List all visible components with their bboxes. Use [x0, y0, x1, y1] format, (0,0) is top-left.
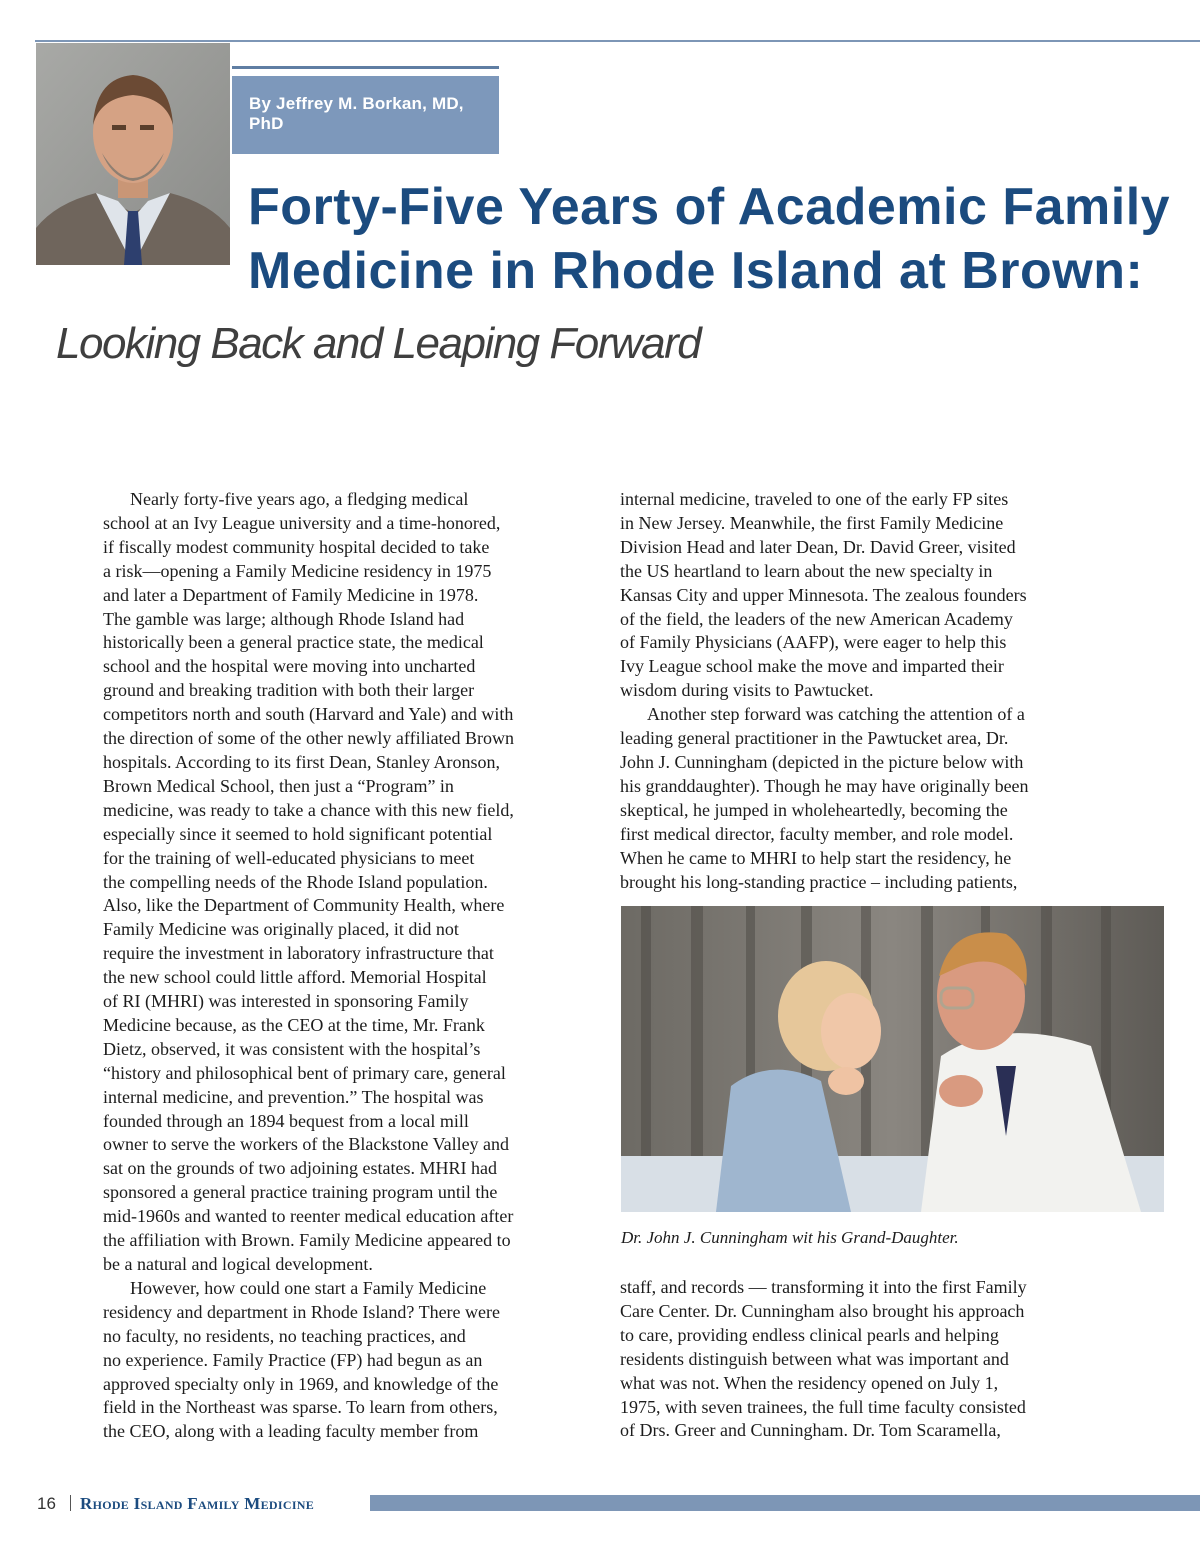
text-line: be a natural and logical development.: [103, 1254, 373, 1274]
text-line: mid-1960s and wanted to reenter medical education after: [103, 1206, 514, 1227]
text-line: founded through an 1894 bequest from a local mill: [103, 1110, 469, 1131]
text-line: 1975, with seven trainees, the full time faculty consisted: [620, 1396, 1026, 1417]
byline: [232, 76, 499, 154]
author-photo: [36, 43, 230, 265]
text-line: school and the hospital were moving into uncharted: [103, 656, 476, 677]
right-column-bottom: [620, 1276, 1120, 1443]
title-line-2: Medicine in Rhode Island at Brown:: [248, 242, 1144, 300]
text-line: no experience. Family Practice (FP) had begun as an: [103, 1349, 483, 1370]
text-line: if fiscally modest community hospital decided to take: [103, 536, 490, 557]
text-line: When he came to MHRI to help start the residency, he: [620, 847, 1012, 868]
text-line: the US heartland to learn about the new specialty in: [620, 560, 993, 581]
text-line: in New Jersey. Meanwhile, the first Family Medicine: [620, 512, 1004, 533]
text-line: no faculty, no residents, no teaching practices, and: [103, 1325, 466, 1346]
text-line: hospitals. According to its first Dean, Stanley Aronson,: [103, 751, 500, 772]
photo-caption: Dr. John J. Cunningham wit his Grand-Daughter.: [621, 1228, 959, 1247]
text-line: leading general practitioner in the Pawtucket area, Dr.: [620, 728, 1009, 749]
text-line: approved specialty only in 1969, and knowledge of the: [103, 1373, 499, 1394]
text-line: what was not. When the residency opened on July 1,: [620, 1372, 999, 1393]
article-title: [248, 175, 1188, 303]
text-line: Nearly forty-five years ago, a fledging medical: [130, 489, 469, 509]
text-line: skeptical, he jumped in wholeheartedly, becoming the: [620, 799, 1008, 820]
text-line: Ivy League school make the move and imparted their: [620, 656, 1004, 677]
text-line: medicine, was ready to take a chance with this new field,: [103, 799, 514, 820]
text-line: Kansas City and upper Minnesota. The zealous founders: [620, 584, 1027, 605]
left-column: [103, 488, 603, 1444]
text-line: However, how could one start a Family Medicine: [130, 1277, 487, 1298]
text-line: internal medicine, traveled to one of the early FP sites: [620, 489, 1009, 509]
footer-bar: [370, 1495, 1200, 1511]
article-subtitle: Looking Back and Leaping Forward: [56, 319, 701, 368]
text-line: Also, like the Department of Community Health, where: [103, 895, 505, 916]
journal-name: Rhode Island Family Medicine: [80, 1494, 315, 1513]
cunningham-photo: [621, 906, 1164, 1212]
text-line: wisdom during visits to Pawtucket.: [620, 680, 874, 701]
text-line: competitors north and south (Harvard and Yale) and with: [103, 704, 514, 725]
text-line: the compelling needs of the Rhode Island population.: [103, 871, 488, 892]
text-line: Division Head and later Dean, Dr. David Greer, visited: [620, 536, 1016, 557]
text-line: Family Medicine was originally placed, it did not: [103, 919, 459, 940]
byline-text: By Jeffrey M. Borkan, MD, PhD: [249, 94, 464, 133]
text-line: ground and breaking tradition with both their larger: [103, 680, 475, 701]
text-line: Care Center. Dr. Cunningham also brought his approach: [620, 1300, 1025, 1321]
text-line: especially since it seemed to hold significant potential: [103, 823, 493, 844]
text-line: first medical director, faculty member, and role model.: [620, 823, 1014, 844]
byline-rule: [232, 66, 499, 69]
text-line: sponsored a general practice training program until the: [103, 1182, 498, 1203]
text-line: his granddaughter). Though he may have originally been: [620, 775, 1029, 796]
text-line: historically been a general practice state, the medical: [103, 632, 484, 653]
text-line: The gamble was large; although Rhode Island had: [103, 608, 465, 629]
footer-divider: [70, 1495, 71, 1511]
top-rule: [35, 40, 1200, 42]
text-line: “history and philosophical bent of primary care, general: [103, 1062, 506, 1083]
text-line: the CEO, along with a leading faculty member from: [103, 1421, 479, 1442]
text-line: of the field, the leaders of the new American Academy: [620, 608, 1013, 629]
text-line: staff, and records — transforming it into the first Family: [620, 1277, 1027, 1297]
text-line: for the training of well-educated physicians to meet: [103, 847, 475, 868]
text-line: residents distinguish between what was important and: [620, 1348, 1009, 1369]
text-line: a risk—opening a Family Medicine residency in 1975: [103, 560, 492, 581]
text-line: require the investment in laboratory infrastructure that: [103, 943, 494, 964]
text-line: John J. Cunningham (depicted in the picture below with: [620, 751, 1024, 772]
title-line-1: Forty-Five Years of Academic Family: [248, 178, 1171, 236]
text-line: the new school could little afford. Memorial Hospital: [103, 967, 487, 988]
text-line: owner to serve the workers of the Blackstone Valley and: [103, 1134, 510, 1155]
page-number: 16: [37, 1494, 56, 1513]
text-line: internal medicine, and prevention.” The hospital was: [103, 1086, 484, 1107]
text-line: school at an Ivy League university and a time-honored,: [103, 512, 501, 533]
text-line: the direction of some of the other newly affiliated Brown: [103, 728, 515, 749]
text-line: and later a Department of Family Medicine in 1978.: [103, 584, 479, 605]
text-line: to care, providing endless clinical pearls and helping: [620, 1324, 999, 1345]
text-line: Brown Medical School, then just a “Program” in: [103, 775, 454, 796]
text-line: residency and department in Rhode Island? There were: [103, 1301, 501, 1322]
text-line: of RI (MHRI) was interested in sponsoring Family: [103, 991, 469, 1012]
text-line: of Family Physicians (AAFP), were eager to help this: [620, 632, 1007, 653]
text-line: Dietz, observed, it was consistent with the hospital’s: [103, 1038, 481, 1059]
text-line: field in the Northeast was sparse. To learn from others,: [103, 1397, 498, 1418]
right-column-top: [620, 488, 1120, 894]
text-line: the affiliation with Brown. Family Medicine appeared to: [103, 1230, 511, 1251]
text-line: brought his long-standing practice – including patients,: [620, 871, 1018, 892]
text-line: of Drs. Greer and Cunningham. Dr. Tom Scaramella,: [620, 1420, 1001, 1441]
text-line: Another step forward was catching the attention of a: [647, 704, 1025, 725]
text-line: Medicine because, as the CEO at the time, Mr. Frank: [103, 1014, 485, 1035]
text-line: sat on the grounds of two adjoining estates. MHRI had: [103, 1158, 497, 1179]
